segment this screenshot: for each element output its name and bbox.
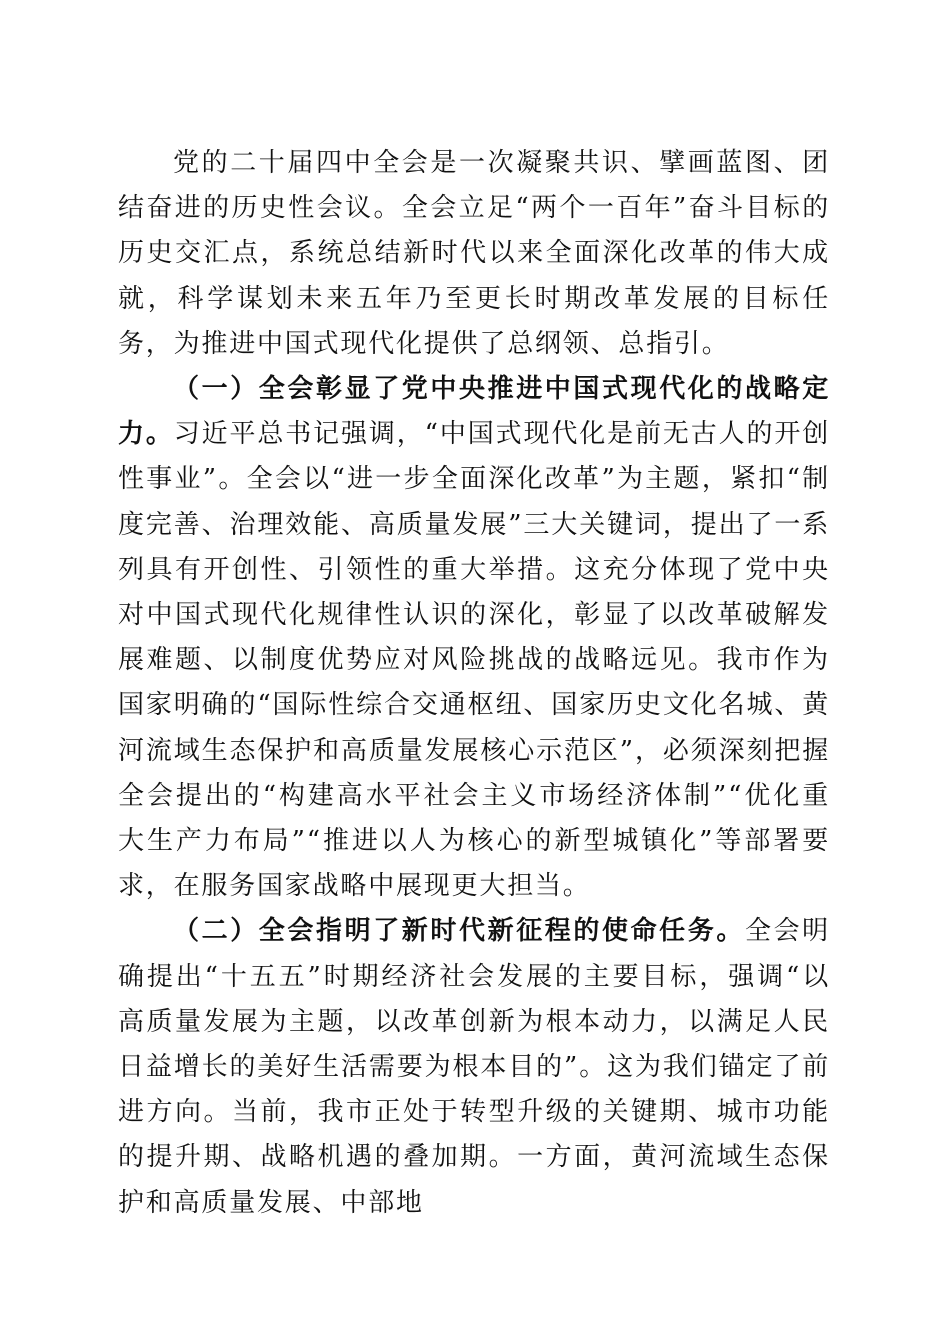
section-two-text: 全会明确提出“十五五”时期经济社会发展的主要目标，强调“以高质量发展为主题，以改革创新为根本动力，以满足人民日益增长的美好生活需要为根本目的”。这为我们锚定了前进方向。当前，我市正处于转型升级的关键期、城市功能的提升期、战略机遇的叠加期。一方面，黄河流域生态保护和高质量发展、中部地 [118, 916, 830, 1218]
section-one-paragraph [118, 367, 830, 909]
document-body [118, 141, 830, 1226]
section-one-heading: （一）全会彰显了党中央推进中国式现代化的战略定力。 [118, 374, 830, 450]
section-two-heading: （二）全会指明了新时代新征程的使命任务。 [173, 916, 745, 947]
section-one-text: 习近平总书记强调，“中国式现代化是前无古人的开创性事业”。全会以“进一步全面深化改革”为主题，紧扣“制度完善、治理效能、高质量发展”三大关键词，提出了一系列具有开创性、引领性的重大举措。这充分体现了党中央对中国式现代化规律性认识的深化，彰显了以改革破解发展难题、以制度优势应对风险挑战的战略远见。我市作为国家明确的“国际性综合交通枢纽、国家历史文化名城、黄河流域生态保护和高质量发展核心示范区”，必须深刻把握全会提出的“构建高水平社会主义市场经济体制”“优化重大生产力布局”“推进以人为核心的新型城镇化”等部署要求，在服务国家战略中展现更大担当。 [118, 419, 830, 902]
section-two-paragraph [118, 909, 830, 1225]
intro-paragraph [118, 141, 830, 367]
intro-paragraph-text: 党的二十届四中全会是一次凝聚共识、擘画蓝图、团结奋进的历史性会议。全会立足“两个一百年”奋斗目标的历史交汇点，系统总结新时代以来全面深化改革的伟大成就，科学谋划未来五年乃至更长时期改革发展的目标任务，为推进中国式现代化提供了总纲领、总指引。 [118, 148, 830, 359]
